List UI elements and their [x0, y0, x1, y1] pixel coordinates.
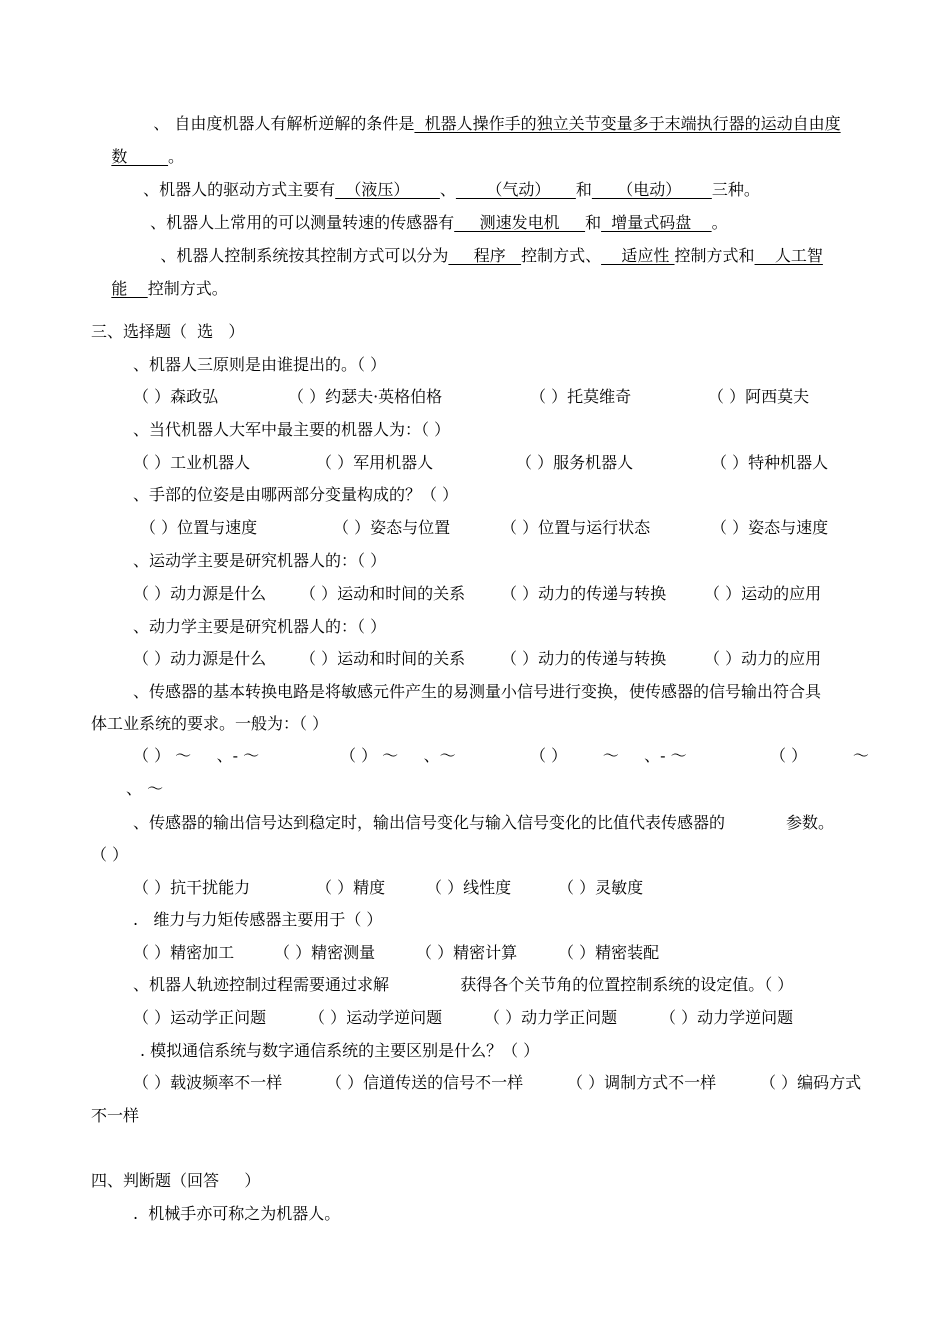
- q4-answer-3: 人工智: [754, 246, 823, 265]
- option: （ ）军用机器人: [316, 453, 434, 472]
- mcq-1-stem: 、机器人三原则是由谁提出的。（ ）: [133, 355, 387, 374]
- q2-answer-1: （液压）: [335, 180, 440, 199]
- option: （ ）线性度: [426, 878, 512, 897]
- option-cont: 、 ～: [126, 779, 164, 798]
- option: （ ）调制方式不一样: [567, 1073, 717, 1092]
- option: （ ）动力的传递与转换: [501, 649, 667, 668]
- option: （ ）服务机器人: [516, 453, 634, 472]
- fill-in-q3: [140, 190, 728, 232]
- option: （ ）精密计算: [416, 943, 518, 962]
- mcq-10-stem: . 模拟通信系统与数字通信系统的主要区别是什么？（ ）: [140, 1041, 540, 1060]
- option: （ ）运动和时间的关系: [300, 649, 466, 668]
- option: （ ）精度: [316, 878, 386, 897]
- option: （ ）阿西莫夫: [708, 387, 810, 406]
- option: （ ） ～ 、- ～: [133, 746, 260, 765]
- q1-prefix: 、 自由度机器人有解析逆解的条件是: [153, 114, 415, 133]
- option: （ ）精密加工: [133, 943, 235, 962]
- option-cont: 不一样: [91, 1106, 140, 1125]
- option: （ ）运动和时间的关系: [300, 584, 466, 603]
- mcq-7-stem-cont: （ ）: [91, 845, 129, 864]
- mcq-5-stem: 、动力学主要是研究机器人的：（ ）: [133, 617, 387, 636]
- mcq-6-stem-cont: 体工业系统的要求。一般为：（ ）: [91, 714, 329, 733]
- option: （ ）动力学正问题: [484, 1008, 618, 1027]
- q2-sep-1: 、: [439, 180, 456, 199]
- q2-answer-2: （气动）: [455, 180, 576, 199]
- mcq-8-stem: . 维力与力矩传感器主要用于（ ）: [133, 910, 383, 929]
- section3-heading: 三、选择题（ 选 ）: [91, 322, 245, 341]
- option: （ ）位置与运行状态: [501, 518, 651, 537]
- mcq-6-stem: 、传感器的基本转换电路是将敏感元件产生的易测量小信号进行变换，使传感器的信号输出符合具: [133, 682, 822, 701]
- option: （ ）托莫维奇: [530, 387, 632, 406]
- judge-item: . 机械手亦可称之为机器人。: [133, 1204, 341, 1223]
- option: （ ）特种机器人: [711, 453, 829, 472]
- option: （ ） ～ 、～: [340, 746, 456, 765]
- option: （ ）信道传送的信号不一样: [326, 1073, 524, 1092]
- option: （ ） ～ 、- ～: [530, 746, 687, 765]
- option: （ ）精密测量: [274, 943, 376, 962]
- q3-suffix: 。: [711, 213, 728, 232]
- option: （ ）位置与速度: [140, 518, 258, 537]
- option: （ ）动力源是什么: [133, 649, 267, 668]
- q3-prefix: 、机器人上常用的可以测量转速的传感器有: [150, 213, 455, 232]
- q4-answer-1: 程序: [448, 246, 522, 265]
- q4-prefix: 、机器人控制系统按其控制方式可以分为: [160, 246, 449, 265]
- q4-mid-1: 控制方式、: [521, 246, 602, 265]
- option: （ ）编码方式: [760, 1073, 862, 1092]
- option: （ ）动力的应用: [704, 649, 822, 668]
- mcq-4-stem: 、运动学主要是研究机器人的：（ ）: [133, 551, 387, 570]
- mcq-7-stem: 、传感器的输出信号达到稳定时，输出信号变化与输入信号变化的比值代表传感器的 参数。: [133, 813, 835, 832]
- option: （ ）精密装配: [558, 943, 660, 962]
- mcq-2-stem: 、当代机器人大军中最主要的机器人为：（ ）: [133, 420, 451, 439]
- option: （ ）灵敏度: [558, 878, 644, 897]
- option: （ ）森政弘: [133, 387, 219, 406]
- q3-sep: 和: [585, 213, 602, 232]
- option: （ ）工业机器人: [133, 453, 251, 472]
- option: （ ）运动学正问题: [133, 1008, 267, 1027]
- option: （ ）运动的应用: [704, 584, 822, 603]
- option: （ ）姿态与速度: [711, 518, 829, 537]
- q2-suffix: 三种。: [711, 180, 760, 199]
- option: （ ） ～: [770, 746, 869, 765]
- option: （ ）动力学逆问题: [660, 1008, 794, 1027]
- mcq-3-stem: 、手部的位姿是由哪两部分变量构成的？（ ）: [133, 485, 459, 504]
- option: （ ）姿态与位置: [333, 518, 451, 537]
- q2-answer-3: （电动）: [591, 180, 712, 199]
- option: （ ）约瑟夫·英格伯格: [288, 387, 443, 406]
- q2-sep-2: 和: [575, 180, 592, 199]
- option: （ ）动力的传递与转换: [501, 584, 667, 603]
- section4-heading: 四、判断题（回答 ）: [91, 1171, 261, 1190]
- q1-answer-cont: 数: [111, 147, 169, 166]
- q3-answer-2: 增量式码盘: [601, 213, 712, 232]
- q4-suffix: 控制方式。: [147, 279, 228, 298]
- q1-suffix: 。: [168, 147, 185, 166]
- q4-answer-3-cont: 能: [111, 279, 148, 298]
- fill-in-q2: [133, 157, 760, 199]
- q4-mid-2: 控制方式和: [674, 246, 755, 265]
- q1-answer: 机器人操作手的独立关节变量多于末端执行器的运动自由度: [414, 114, 841, 133]
- option: （ ）载波频率不一样: [133, 1073, 283, 1092]
- q4-answer-2: 适应性: [601, 246, 675, 265]
- mcq-9-stem: 、机器人轨迹控制过程需要通过求解 获得各个关节角的位置控制系统的设定值。（ ）: [133, 975, 794, 994]
- option: （ ）抗干扰能力: [133, 878, 251, 897]
- q3-answer-1: 测速发电机: [454, 213, 586, 232]
- option: （ ）运动学逆问题: [309, 1008, 443, 1027]
- option: （ ）动力源是什么: [133, 584, 267, 603]
- q2-prefix: 、机器人的驱动方式主要有: [143, 180, 336, 199]
